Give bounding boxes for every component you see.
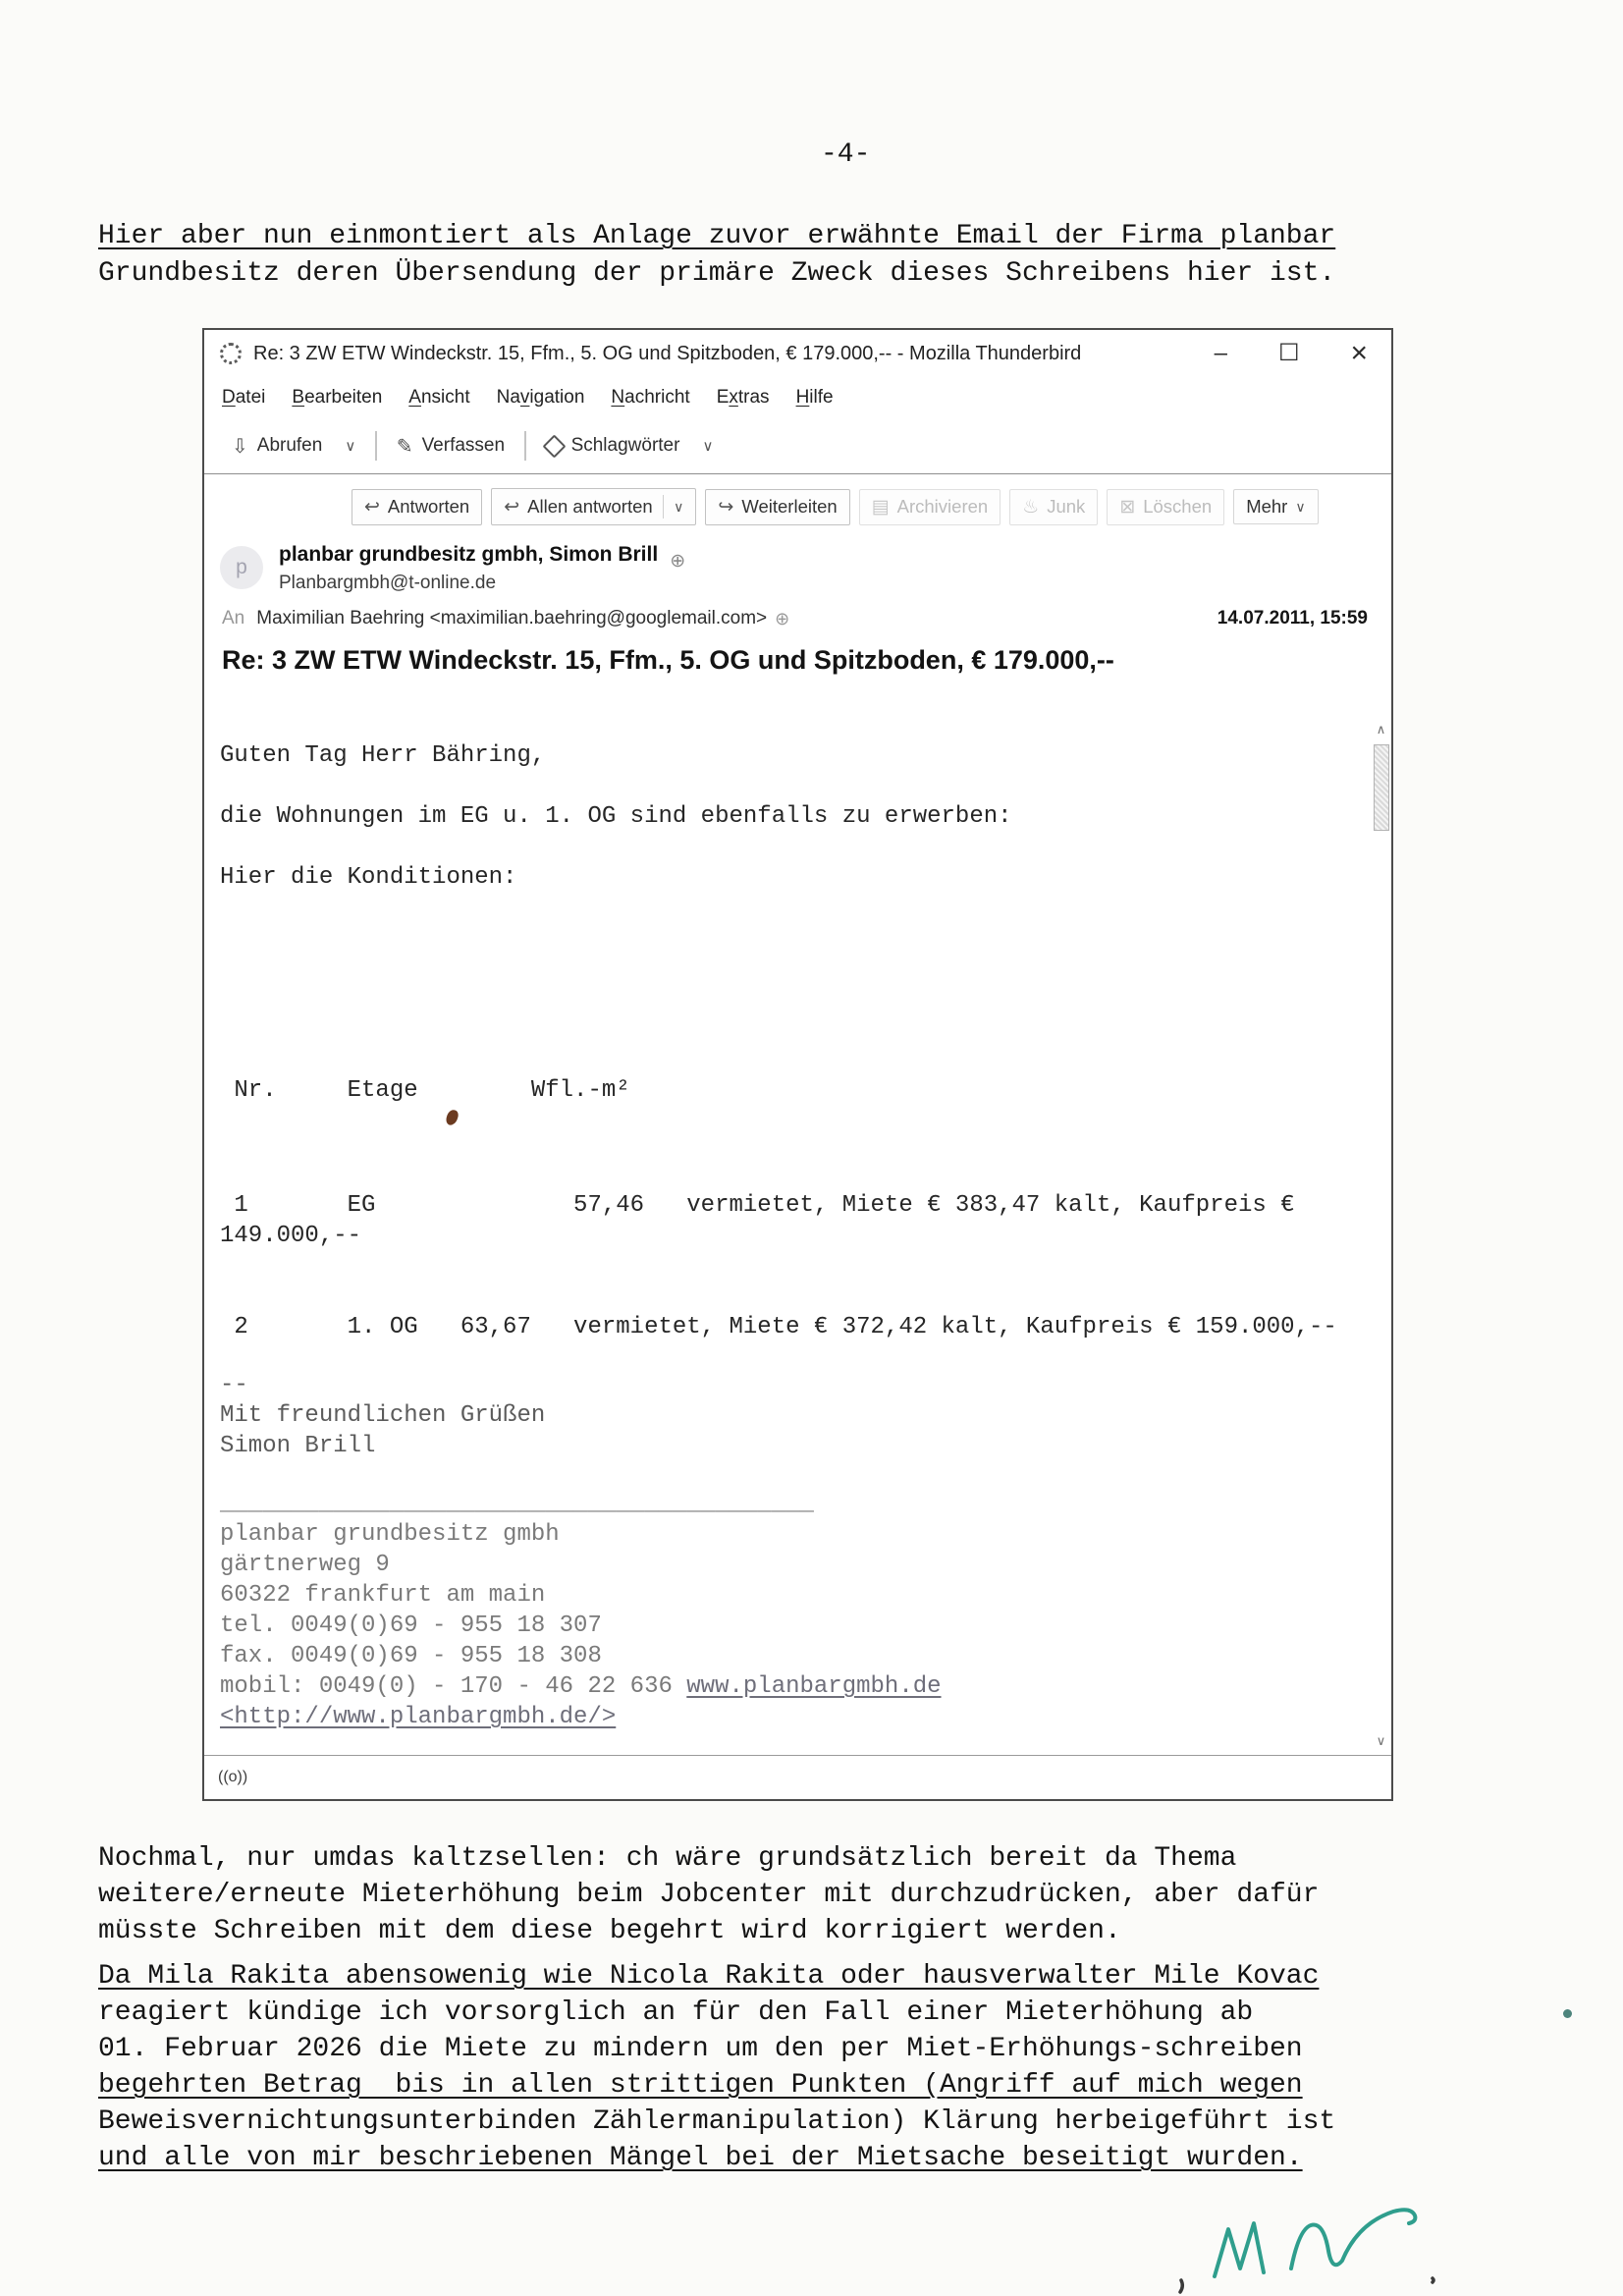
window-title: Re: 3 ZW ETW Windeckstr. 15, Ffm., 5. OG und Spitzboden, € 179.000,-- - Mozilla Thunderbird [253,342,1082,364]
menu-hilfe[interactable] [796,387,834,409]
forward-arrow-icon: ↪ [718,496,734,518]
menu-access-key: A [408,387,421,408]
menu-label-pre: E [716,387,730,408]
get-mail-button[interactable] [222,434,365,459]
tags-label: Schlagwörter [570,435,680,456]
signature-street: gärtnerweg 9 [220,1552,390,1578]
archive-label: Archivieren [896,496,989,517]
menu-label-post: igation [529,387,585,408]
intro-line-2: Grundbesitz deren Übersendung der primäre Zweck dieses Schreibens hier ist. [98,258,1336,289]
junk-label: Junk [1047,496,1086,517]
signature-company: planbar grundbesitz gmbh [220,1521,560,1548]
signature-delimiter: -- [220,1372,248,1398]
chevron-down-icon: ∨ [1295,498,1306,515]
body-closing-name: Simon Brill [220,1433,376,1459]
menu-bar [204,377,1391,418]
menu-ansicht[interactable] [408,387,469,409]
body-table-header: Nr. Etage Wfl.-m² [220,1077,630,1104]
signature-mobil [220,1671,1370,1702]
reply-all-label: Allen antworten [527,496,653,517]
get-mail-label: Abrufen [256,435,323,456]
menu-extras[interactable] [717,387,770,409]
toolbar-divider [524,431,526,461]
thunderbird-logo-icon [220,343,242,364]
toolbar-divider [375,431,377,461]
download-icon: ⇩ [232,435,248,458]
menu-label-post: tras [737,387,770,408]
para2-line: begehrten Betrag bis in allen strittigen Punkten (Angriff auf mich wegen [98,2070,1303,2101]
para2-line: reagiert kündige ich vorsorglich an für den Fall einer Mieterhöhung ab [98,1997,1254,2028]
recipient-address[interactable]: Maximilian Baehring <maximilian.baehring@googlemail.com> [256,608,768,629]
signature-separator-line: __________________________________________ [220,1491,814,1517]
forward-button[interactable] [705,489,849,525]
message-date: 14.07.2011, 15:59 [1217,608,1368,629]
menu-bearbeiten[interactable] [292,387,382,409]
thunderbird-window [202,328,1393,1801]
status-bar [204,1755,1391,1799]
sender-name: planbar grundbesitz gmbh, Simon Brill [279,543,659,566]
body-line: die Wohnungen im EG u. 1. OG sind ebenfalls zu erwerben: [220,803,1012,830]
vertical-scrollbar[interactable] [1373,721,1389,1750]
add-contact-icon[interactable]: ⊕ [670,550,686,572]
para2-line: und alle von mir beschriebenen Mängel bei der Mietsache beseitigt wurden. [98,2143,1303,2173]
window-controls [1214,337,1368,369]
pencil-icon: ✎ [396,435,413,458]
delete-button [1107,489,1224,525]
delete-label: Löschen [1143,496,1213,517]
minimize-button[interactable]: – [1214,340,1227,366]
body-table-row1: 1 EG 57,46 vermietet, Miete € 383,47 kalt, Kaufpreis € [220,1192,1295,1219]
para1-line: weitere/erneute Mieterhöhung beim Jobcenter mit durchzudrücken, aber dafür [98,1880,1320,1910]
sender-avatar: p [220,546,263,589]
menu-label-post: earbeiten [304,387,383,408]
signature-city: 60322 frankfurt am main [220,1582,546,1609]
menu-label-post: ilfe [809,387,834,408]
menu-access-key: H [795,387,810,408]
handwritten-initials [1154,2178,1448,2296]
close-button[interactable]: × [1350,337,1368,369]
menu-datei[interactable] [222,387,265,409]
page-number: -4- [821,139,871,170]
paragraph-2 [98,1958,1335,2176]
para2-line: Beweisvernichtungsunterbinden Zählermanipulation) Klärung herbeigeführt ist [98,2106,1336,2137]
menu-label-post: nsicht [420,387,470,408]
archive-button [859,489,1001,525]
signature-mobil-text: mobil: 0049(0) - 170 - 46 22 636 [220,1673,687,1700]
reply-all-button[interactable] [491,488,696,525]
recipient-row [222,608,1368,629]
website-url-link[interactable]: <http://www.planbargmbh.de/> [220,1704,617,1730]
body-greeting: Guten Tag Herr Bähring, [220,742,546,769]
menu-access-key: B [292,387,305,408]
sender-name-line [279,543,686,572]
body-closing: Mit freundlichen Grüßen [220,1402,546,1429]
write-label: Verfassen [421,435,506,456]
intro-line-1: Hier aber nun einmontiert als Anlage zuvor erwähnte Email der Firma planbar [98,221,1336,251]
write-button[interactable] [387,434,514,459]
menu-label-post: atei [235,387,266,408]
paragraph-1 [98,1840,1319,1949]
scroll-down-arrow[interactable]: ∨ [1376,1733,1386,1748]
message-subject: Re: 3 ZW ETW Windeckstr. 15, Ffm., 5. OG und Spitzboden, € 179.000,-- [222,645,1114,675]
tags-button[interactable] [536,435,724,457]
menu-label-pre: Na [496,387,520,408]
menu-access-key: v [519,387,530,408]
menu-label-post: achricht [624,387,690,408]
website-link[interactable]: www.planbargmbh.de [686,1673,942,1700]
message-action-bar [352,488,1378,525]
menu-access-key: D [222,387,236,408]
body-line: Hier die Konditionen: [220,864,517,891]
more-button[interactable] [1233,489,1318,524]
button-split-divider [663,495,665,519]
para2-line: Da Mila Rakita abensowenig wie Nicola Rakita oder hausverwalter Mile Kovac [98,1961,1320,1992]
reply-button[interactable] [352,489,482,525]
reply-label: Antworten [387,496,470,517]
scroll-up-arrow[interactable]: ∧ [1376,722,1386,737]
menu-nachricht[interactable] [611,387,689,409]
chevron-down-icon[interactable]: ∨ [674,498,684,515]
forward-label: Weiterleiten [741,496,838,517]
signature-fax: fax. 0049(0)69 - 955 18 308 [220,1643,602,1669]
body-table-row1-wrap: 149.000,-- [220,1223,362,1249]
scan-ink-dot [1563,2009,1572,2018]
sender-email[interactable]: Planbargmbh@t-online.de [279,573,497,593]
to-label: An [222,608,245,629]
add-contact-icon[interactable]: ⊕ [775,608,790,629]
tag-icon [542,434,566,458]
more-label: Mehr [1246,496,1288,517]
body-table-row2: 2 1. OG 63,67 vermietet, Miete € 372,42 kalt, Kaufpreis € 159.000,-- [220,1314,1337,1340]
trash-icon: ⊠ [1119,496,1136,518]
message-body [204,715,1370,1754]
scrollbar-thumb[interactable] [1374,744,1389,831]
title-bar [204,330,1391,377]
broadcast-status-icon: ((o)) [218,1769,248,1785]
junk-button [1009,489,1098,525]
chevron-down-icon[interactable]: ∨ [702,438,714,455]
maximize-button[interactable]: ☐ [1277,340,1300,366]
signature-tel: tel. 0049(0)69 - 955 18 307 [220,1613,602,1639]
reply-all-arrow-icon: ↩ [504,496,520,518]
para2-line: 01. Februar 2026 die Miete zu mindern um den per Miet-Erhöhungs-schreiben [98,2034,1303,2064]
sender-row [220,543,1391,594]
menu-navigation[interactable] [497,387,585,409]
junk-flame-icon: ♨ [1022,496,1040,518]
main-toolbar [204,418,1391,474]
intro-paragraph [98,218,1335,293]
chevron-down-icon[interactable]: ∨ [345,438,356,455]
menu-access-key: N [611,387,625,408]
para1-line: müsste Schreiben mit dem diese begehrt wird korrigiert werden. [98,1916,1121,1946]
archive-icon: ▤ [871,496,890,518]
para1-line: Nochmal, nur umdas kaltzsellen: ch wäre grundsätzlich bereit da Thema [98,1843,1237,1874]
menu-access-key: x [729,387,738,408]
reply-arrow-icon: ↩ [364,496,380,518]
